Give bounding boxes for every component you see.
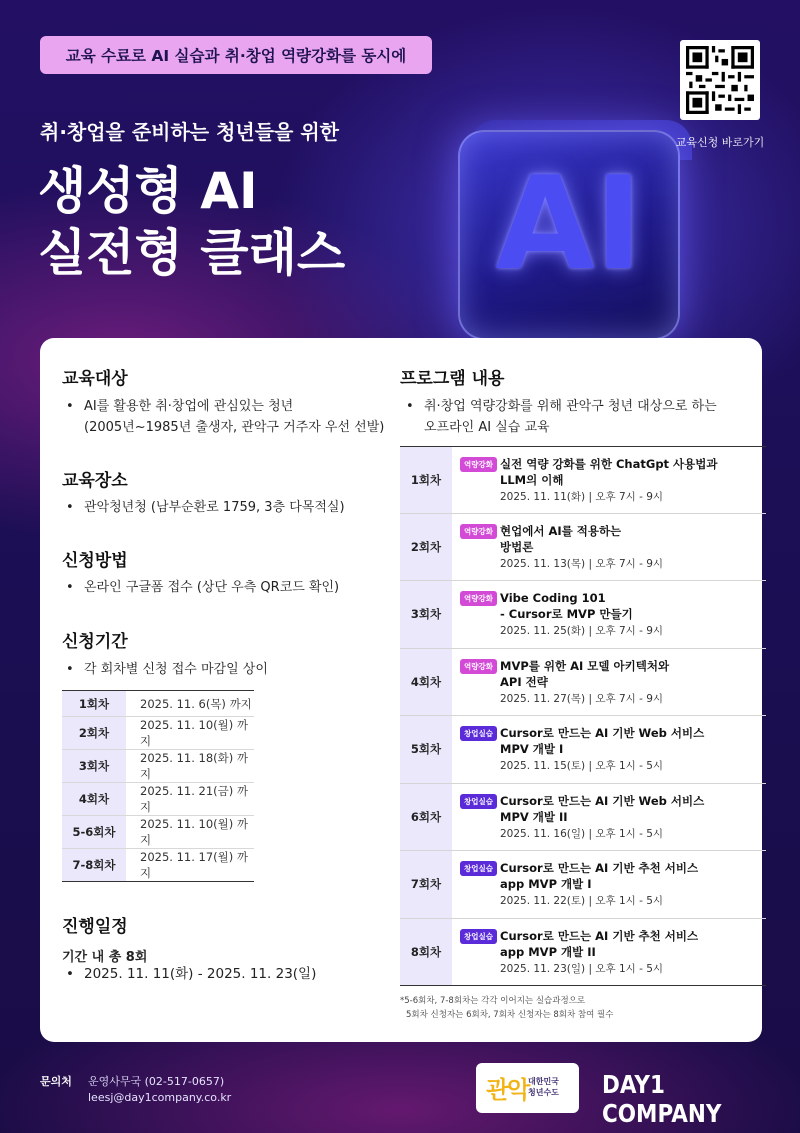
company-logo: DAY1 COMPANY [602,1070,722,1128]
deadline-date: 2025. 11. 10(월) 까지 [126,816,254,849]
contact-label: 문의처 [40,1075,72,1088]
session-date: 2025. 11. 16(일) | 오후 1시 - 5시 [500,827,664,840]
program-bullet: • 취·창업 역량강화를 위해 관악구 청년 대상으로 하는 오프라인 AI 실습 교육 [406,396,746,438]
program-heading: 프로그램 내용 [400,369,505,389]
session-number: 4회차 [400,649,452,716]
apply-bullet: • 온라인 구글폼 접수 (상단 우측 QR코드 확인) [66,577,386,598]
session-title-line-2: MPV 개발 I [500,742,564,756]
program-line-1: 취·창업 역량강화를 위해 관악구 청년 대상으로 하는 [424,399,717,414]
session-title [500,725,760,757]
deadline-date: 2025. 11. 10(월) 까지 [126,717,254,750]
deadline-session: 2회차 [62,717,126,750]
session-title-line-2: 방법론 [500,539,534,554]
session-number: 2회차 [400,514,452,581]
session-number: 1회차 [400,447,452,513]
deadline-session: 1회차 [62,691,126,717]
place-bullet: • 관악청년청 (남부순환로 1759, 3층 다목적실) [66,497,386,518]
session-number: 5회차 [400,716,452,783]
apply-heading: 신청방법 [62,551,128,571]
session-title-line-1: 실전 역량 강화를 위한 ChatGpt 사용법과 [500,457,718,471]
note-line-1: *5-6회차, 7-8회차는 각각 이어지는 실습과정으로 [400,996,586,1006]
apply-text: 온라인 구글폼 접수 (상단 우측 QR코드 확인) [84,580,340,595]
program-row [400,581,766,649]
place-heading: 교육장소 [62,471,128,491]
session-number: 3회차 [400,581,452,648]
session-tag: 역량강화 [460,524,497,539]
deadline-session: 4회차 [62,783,126,816]
program-row [400,851,766,919]
session-date: 2025. 11. 22(토) | 오후 1시 - 5시 [500,895,664,907]
deadline-session: 5-6회차 [62,816,126,849]
target-line-2: (2005년~1985년 출생자, 관악구 거주자 우선 선발) [84,420,385,435]
session-date: 2025. 11. 11(화) | 오후 7시 - 9시 [500,491,664,503]
title-line-1: 생성형 AI [38,162,258,220]
program-row [400,784,766,852]
deadline-session: 3회차 [62,750,126,783]
title-line-2: 실전형 클래스 [38,224,346,282]
qr-caption: 교육신청 바로가기 [675,136,765,149]
session-date: 2025. 11. 23(일) | 오후 1시 - 5시 [500,962,664,975]
session-title-line-1: Cursor로 만드는 AI 기반 Web 서비스 [500,793,705,808]
schedule-bullet: • 2025. 11. 11(화) - 2025. 11. 23(일) [66,964,386,985]
session-tag: 역량강화 [460,457,497,472]
session-date: 2025. 11. 13(목) | 오후 7시 - 9시 [500,557,664,570]
session-title-line-1: Vibe Coding 101 [500,591,606,605]
session-number: 7회차 [400,851,452,918]
session-date: 2025. 11. 15(토) | 오후 1시 - 5시 [500,760,664,772]
table-row [62,849,254,882]
session-title-line-1: 현업에서 AI를 적용하는 [500,523,622,538]
target-heading: 교육대상 [62,369,128,389]
deadline-date: 2025. 11. 18(화) 까지 [126,750,254,783]
target-bullet: • AI를 활용한 취·창업에 관심있는 청년 (2005년~1985년 출생자, 관악구 거주자 우선 선발) [66,396,386,438]
program-row [400,649,766,717]
session-title [500,590,760,622]
session-title [500,928,760,960]
table-row [62,750,254,783]
place-text: 관악청년청 (남부순환로 1759, 3층 다목적실) [84,500,345,515]
session-title-line-1: MVP를 위한 AI 모델 아키텍처와 [500,658,670,673]
session-tag: 창업실습 [460,861,497,876]
session-title [500,456,760,488]
deadline-date: 2025. 11. 17(월) 까지 [126,849,254,882]
page-title [38,160,345,284]
session-tag: 창업실습 [460,794,497,809]
session-title [500,860,760,892]
schedule-range: 2025. 11. 11(화) - 2025. 11. 23(일) [84,966,317,982]
deadline-session: 7-8회차 [62,849,126,882]
session-title [500,793,760,825]
gwanak-logo [476,1063,579,1113]
table-row [62,816,254,849]
program-line-2: 오프라인 AI 실습 교육 [424,420,550,435]
program-note [400,994,613,1022]
program-row [400,919,766,987]
gwanak-logo-sub [528,1076,559,1098]
contact-office: 운영사무국 (02-517-0657) [88,1075,225,1088]
session-title-line-1: Cursor로 만드는 AI 기반 추천 서비스 [500,928,699,943]
session-title-line-2: - Cursor로 MVP 만들기 [500,607,633,621]
deadline-date: 2025. 11. 6(목) 까지 [126,691,254,717]
session-title-line-2: MPV 개발 II [500,809,568,824]
session-title-line-2: API 전략 [500,674,548,689]
session-title-line-2: LLM의 이해 [500,473,564,487]
period-text: 각 회차별 신청 접수 마감일 상이 [84,662,268,677]
session-number: 8회차 [400,919,452,986]
period-heading: 신청기간 [62,632,128,652]
session-tag: 창업실습 [460,929,497,944]
session-tag: 역량강화 [460,591,497,606]
deadline-date: 2025. 11. 21(금) 까지 [126,783,254,816]
session-tag: 역량강화 [460,659,497,674]
table-row [62,717,254,750]
program-row [400,446,766,514]
session-title-line-2: app MVP 개발 II [500,944,596,959]
target-line-1: AI를 활용한 취·창업에 관심있는 청년 [84,399,294,414]
session-title-line-1: Cursor로 만드는 AI 기반 Web 서비스 [500,726,705,740]
deadline-table [62,690,254,882]
session-title-line-1: Cursor로 만드는 AI 기반 추천 서비스 [500,861,699,875]
schedule-total: 기간 내 총 8회 [62,950,148,965]
session-date: 2025. 11. 27(목) | 오후 7시 - 9시 [500,692,664,705]
gwanak-sub-2: 청년수도 [528,1088,559,1097]
session-date: 2025. 11. 25(화) | 오후 7시 - 9시 [500,625,664,637]
ai-graphic-text: AI [495,150,643,299]
program-table [400,446,766,986]
schedule-heading: 진행일정 [62,917,128,937]
table-row [62,783,254,816]
page-subtitle: 취·창업을 준비하는 청년들을 위한 [40,120,339,144]
session-title [500,658,760,690]
session-title-line-2: app MVP 개발 I [500,877,592,891]
period-bullet: • 각 회차별 신청 접수 마감일 상이 [66,659,386,680]
contact-email[interactable]: leesj@day1company.co.kr [88,1091,232,1104]
table-row [62,691,254,717]
note-line-2: 5회차 신청자는 6회차, 7회차 신청자는 8회차 참여 필수 [406,1010,614,1020]
qr-code[interactable] [680,40,760,120]
session-number: 6회차 [400,784,452,851]
gwanak-sub-1: 대한민국 [528,1077,559,1086]
program-row [400,514,766,582]
session-title [500,523,760,555]
headline-badge: 교육 수료로 AI 실습과 취·창업 역량강화를 동시에 [40,36,432,74]
qr-code-icon [686,46,754,114]
session-tag: 창업실습 [460,726,497,741]
gwanak-logo-mark: 관악 [486,1076,529,1104]
program-row [400,716,766,784]
